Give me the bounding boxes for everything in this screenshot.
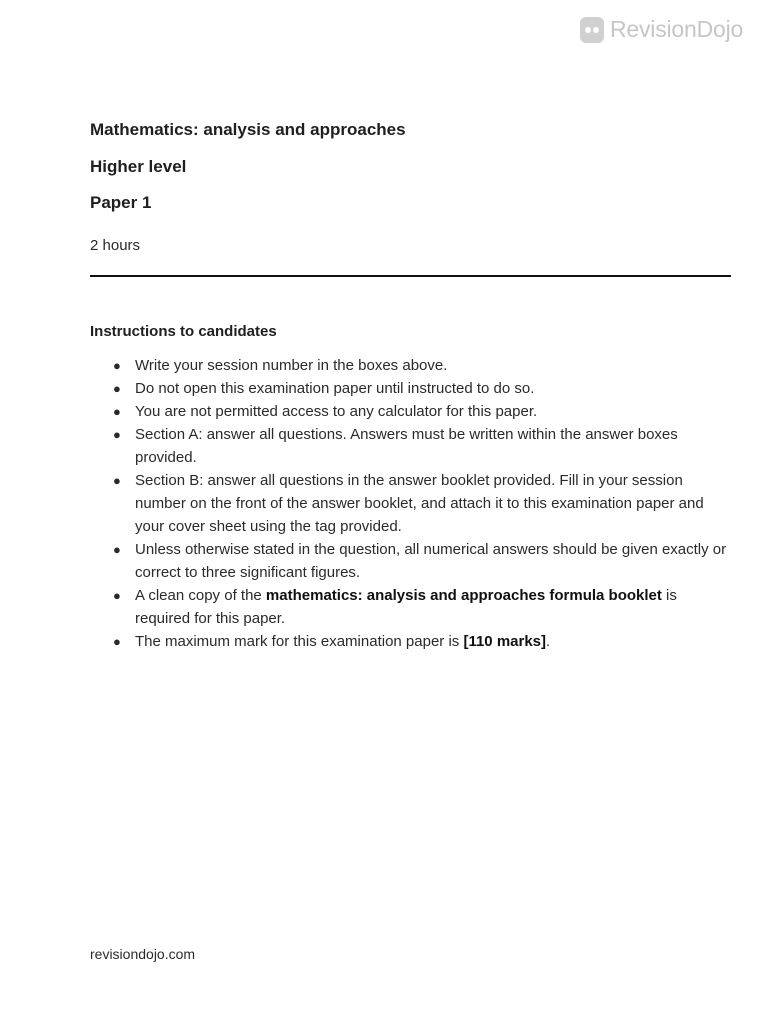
instruction-text-pre: The maximum mark for this examination paper is xyxy=(135,633,464,650)
list-item xyxy=(90,423,735,469)
bullet-icon: ● xyxy=(113,358,121,373)
duration-text: 2 hours xyxy=(90,237,141,254)
list-item xyxy=(90,630,735,653)
list-item xyxy=(90,538,735,584)
header-divider xyxy=(90,275,731,277)
instruction-text: Section B: answer all questions in the answer booklet provided. Fill in your session number on the front of the answer booklet, and attach it to this examination paper and your cover sheet using the tag provided. xyxy=(135,472,704,535)
list-item xyxy=(90,584,735,630)
instruction-text: Write your session number in the boxes above. xyxy=(135,357,448,374)
bullet-icon: ● xyxy=(113,588,121,603)
formula-booklet-bold: mathematics: analysis and approaches formula booklet xyxy=(265,587,662,604)
max-marks-bold: [110 marks] xyxy=(463,633,547,650)
instruction-text-post: . xyxy=(546,633,551,650)
list-item xyxy=(90,469,735,538)
instructions-section xyxy=(90,322,735,653)
instruction-text: You are not permitted access to any calculator for this paper. xyxy=(135,403,538,420)
dojo-mask-icon xyxy=(580,17,604,43)
list-item xyxy=(90,354,735,377)
bullet-icon: ● xyxy=(113,634,121,649)
instruction-text-pre: A clean copy of the xyxy=(135,587,266,604)
bullet-icon: ● xyxy=(113,473,121,488)
bullet-icon: ● xyxy=(113,381,121,396)
subject-title: Mathematics: analysis and approaches xyxy=(90,120,406,139)
instruction-text: Do not open this examination paper until instructed to do so. xyxy=(135,380,535,397)
footer-url: revisiondojo.com xyxy=(90,946,196,962)
list-item xyxy=(90,400,735,423)
list-item xyxy=(90,377,735,400)
instruction-text-post: is required for this paper. xyxy=(135,587,677,627)
level-title: Higher level xyxy=(90,157,187,176)
instructions-heading: Instructions to candidates xyxy=(90,323,277,340)
bullet-icon: ● xyxy=(113,404,121,419)
instruction-text: Section A: answer all questions. Answers must be written within the answer boxes provided. xyxy=(135,426,678,466)
instruction-text: Unless otherwise stated in the question, all numerical answers should be given exactly or correct to three significant figures. xyxy=(135,541,727,581)
revisiondojo-logo xyxy=(580,16,743,43)
logo-text: RevisionDojo xyxy=(610,16,744,42)
bullet-icon: ● xyxy=(113,427,121,442)
instructions-list xyxy=(90,354,735,653)
bullet-icon: ● xyxy=(113,542,121,557)
paper-title: Paper 1 xyxy=(90,193,152,212)
paper-header xyxy=(90,118,730,256)
